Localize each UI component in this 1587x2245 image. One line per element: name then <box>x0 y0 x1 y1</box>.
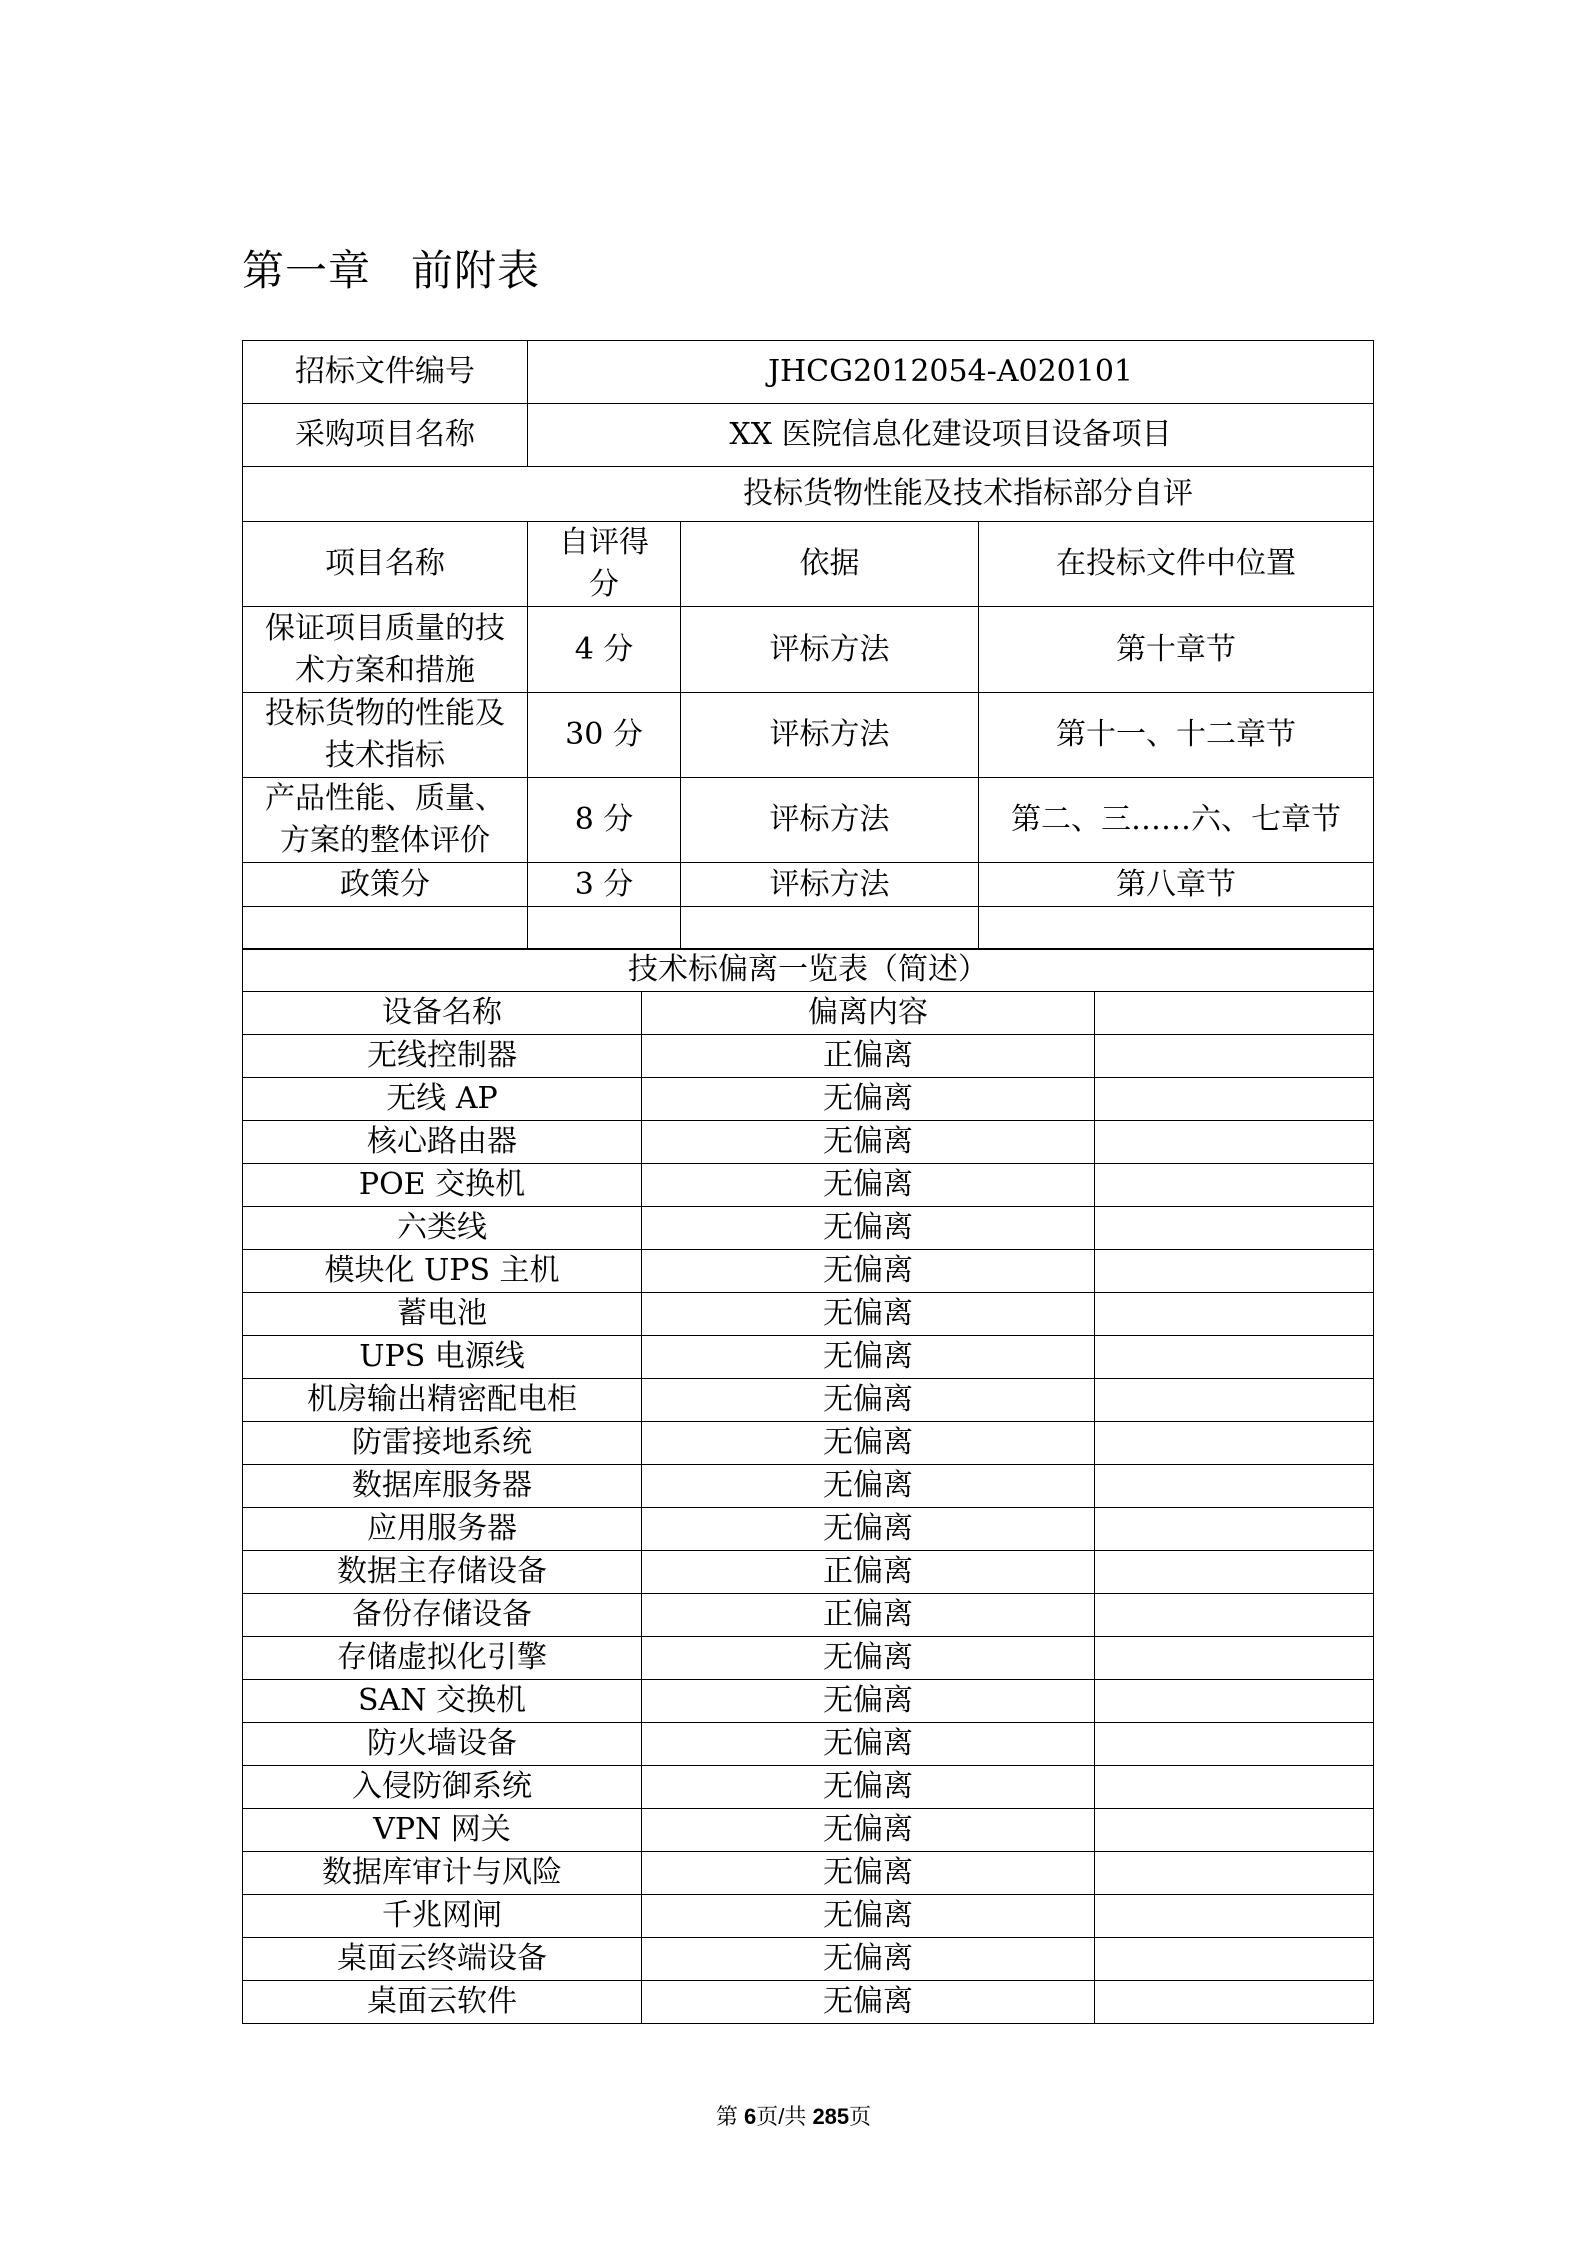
footer-text: 页/共 <box>756 2104 813 2129</box>
remark-cell <box>1095 1766 1374 1809</box>
remark-cell <box>1095 1422 1374 1465</box>
table-row <box>243 1035 1374 1078</box>
device-name: SAN 交换机 <box>243 1680 642 1723</box>
project-value: XX 医院信息化建设项目设备项目 <box>528 404 1374 467</box>
device-name: 数据库服务器 <box>243 1465 642 1508</box>
table-row <box>243 1508 1374 1551</box>
row-name: 投标货物的性能及技术指标 <box>243 693 528 778</box>
row-name: 产品性能、质量、方案的整体评价 <box>243 778 528 863</box>
remark-cell <box>1095 1078 1374 1121</box>
table-row <box>243 1594 1374 1637</box>
table-row <box>243 1938 1374 1981</box>
header-basis: 依据 <box>681 522 979 607</box>
table-row <box>243 467 1374 522</box>
empty-row <box>243 907 1374 950</box>
remark-cell <box>1095 1508 1374 1551</box>
remark-cell <box>1095 1379 1374 1422</box>
empty-cell <box>243 907 528 950</box>
device-name: 核心路由器 <box>243 1121 642 1164</box>
total-pages: 285 <box>812 2104 850 2129</box>
table-row <box>243 1852 1374 1895</box>
remark-cell <box>1095 1981 1374 2024</box>
row-location: 第十章节 <box>979 607 1374 693</box>
device-name: 入侵防御系统 <box>243 1766 642 1809</box>
deviation-content: 无偏离 <box>642 1379 1095 1422</box>
table-row <box>243 693 1374 778</box>
table-row <box>243 1207 1374 1250</box>
row-location: 第十一、十二章节 <box>979 693 1374 778</box>
device-name: 桌面云软件 <box>243 1981 642 2024</box>
remark-cell <box>1095 1637 1374 1680</box>
table-row <box>243 1379 1374 1422</box>
header-score: 自评得分 <box>528 522 681 607</box>
table-row <box>243 1809 1374 1852</box>
deviation-content: 无偏离 <box>642 1508 1095 1551</box>
table-row <box>243 1551 1374 1594</box>
deviation-content: 无偏离 <box>642 1465 1095 1508</box>
remark-cell <box>1095 1852 1374 1895</box>
header-deviation: 偏离内容 <box>642 992 1095 1035</box>
device-name: UPS 电源线 <box>243 1336 642 1379</box>
deviation-content: 正偏离 <box>642 1551 1095 1594</box>
deviation-content: 无偏离 <box>642 1809 1095 1852</box>
header-blank <box>1095 992 1374 1035</box>
deviation-content: 无偏离 <box>642 1680 1095 1723</box>
deviation-content: 无偏离 <box>642 1250 1095 1293</box>
device-name: 防雷接地系统 <box>243 1422 642 1465</box>
header-device: 设备名称 <box>243 992 642 1035</box>
deviation-content: 无偏离 <box>642 1981 1095 2024</box>
device-name: 桌面云终端设备 <box>243 1938 642 1981</box>
table-row <box>243 1981 1374 2024</box>
device-name: 数据主存储设备 <box>243 1551 642 1594</box>
empty-cell <box>681 907 979 950</box>
row-score: 4 分 <box>528 607 681 693</box>
device-name: 六类线 <box>243 1207 642 1250</box>
device-name: 无线 AP <box>243 1078 642 1121</box>
row-score: 3 分 <box>528 863 681 907</box>
deviation-content: 无偏离 <box>642 1078 1095 1121</box>
page-footer <box>0 2100 1587 2131</box>
device-name: 模块化 UPS 主机 <box>243 1250 642 1293</box>
table-row <box>243 1293 1374 1336</box>
row-name: 保证项目质量的技术方案和措施 <box>243 607 528 693</box>
row-score: 30 分 <box>528 693 681 778</box>
table-row <box>243 341 1374 404</box>
remark-cell <box>1095 1465 1374 1508</box>
table-row <box>243 1895 1374 1938</box>
table-row <box>243 1766 1374 1809</box>
device-name: 数据库审计与风险 <box>243 1852 642 1895</box>
deviation-content: 无偏离 <box>642 1121 1095 1164</box>
table-row <box>243 1078 1374 1121</box>
chapter-title <box>242 238 540 298</box>
remark-cell <box>1095 1938 1374 1981</box>
doc-no-label: 招标文件编号 <box>243 341 528 404</box>
remark-cell <box>1095 1723 1374 1766</box>
table-row <box>243 404 1374 467</box>
table-row <box>243 1637 1374 1680</box>
deviation-heading: 技术标偏离一览表（简述） <box>243 949 1374 992</box>
footer-text: 第 <box>715 2104 744 2129</box>
empty-cell <box>979 907 1374 950</box>
deviation-content: 无偏离 <box>642 1637 1095 1680</box>
remark-cell <box>1095 1121 1374 1164</box>
remark-cell <box>1095 1250 1374 1293</box>
deviation-content: 无偏离 <box>642 1293 1095 1336</box>
chapter-name: 前附表 <box>411 246 541 295</box>
footer-text: 页 <box>849 2104 872 2129</box>
header-name: 项目名称 <box>243 522 528 607</box>
remark-cell <box>1095 1551 1374 1594</box>
device-name: 蓄电池 <box>243 1293 642 1336</box>
device-name: 备份存储设备 <box>243 1594 642 1637</box>
table-row <box>243 1250 1374 1293</box>
table-row <box>243 863 1374 907</box>
device-name: 应用服务器 <box>243 1508 642 1551</box>
table-row <box>243 1422 1374 1465</box>
table-row <box>243 607 1374 693</box>
remark-cell <box>1095 1207 1374 1250</box>
row-basis: 评标方法 <box>681 778 979 863</box>
remark-cell <box>1095 1164 1374 1207</box>
row-basis: 评标方法 <box>681 863 979 907</box>
deviation-content: 无偏离 <box>642 1207 1095 1250</box>
table-row <box>243 1336 1374 1379</box>
table-row <box>243 1164 1374 1207</box>
device-name: 存储虚拟化引擎 <box>243 1637 642 1680</box>
row-name: 政策分 <box>243 863 528 907</box>
chapter-number: 第一章 <box>242 246 372 295</box>
device-name: 无线控制器 <box>243 1035 642 1078</box>
remark-cell <box>1095 1809 1374 1852</box>
remark-cell <box>1095 1680 1374 1723</box>
project-label: 采购项目名称 <box>243 404 528 467</box>
remark-cell <box>1095 1035 1374 1078</box>
device-name: POE 交换机 <box>243 1164 642 1207</box>
row-basis: 评标方法 <box>681 607 979 693</box>
remark-cell <box>1095 1336 1374 1379</box>
deviation-content: 正偏离 <box>642 1594 1095 1637</box>
device-name: 机房输出精密配电柜 <box>243 1379 642 1422</box>
row-basis: 评标方法 <box>681 693 979 778</box>
deviation-table <box>242 948 1374 2024</box>
row-score: 8 分 <box>528 778 681 863</box>
table-row <box>243 1680 1374 1723</box>
table-row <box>243 1121 1374 1164</box>
doc-no-value: JHCG2012054-A020101 <box>528 341 1374 404</box>
device-name: 防火墙设备 <box>243 1723 642 1766</box>
remark-cell <box>1095 1895 1374 1938</box>
table-row <box>243 949 1374 992</box>
deviation-content: 无偏离 <box>642 1852 1095 1895</box>
remark-cell <box>1095 1594 1374 1637</box>
row-location: 第二、三……六、七章节 <box>979 778 1374 863</box>
deviation-content: 无偏离 <box>642 1766 1095 1809</box>
empty-cell <box>528 907 681 950</box>
deviation-content: 无偏离 <box>642 1895 1095 1938</box>
row-location: 第八章节 <box>979 863 1374 907</box>
table-row <box>243 1465 1374 1508</box>
deviation-content: 无偏离 <box>642 1938 1095 1981</box>
page-number: 6 <box>743 2104 757 2129</box>
table-header-row <box>243 522 1374 607</box>
table-row <box>243 1723 1374 1766</box>
device-name: 千兆网闸 <box>243 1895 642 1938</box>
self-eval-table <box>242 340 1374 950</box>
deviation-content: 无偏离 <box>642 1723 1095 1766</box>
device-name: VPN 网关 <box>243 1809 642 1852</box>
self-eval-heading: 投标货物性能及技术指标部分自评 <box>243 467 1374 522</box>
table-row <box>243 778 1374 863</box>
table-header-row <box>243 992 1374 1035</box>
header-location: 在投标文件中位置 <box>979 522 1374 607</box>
deviation-content: 无偏离 <box>642 1164 1095 1207</box>
deviation-content: 无偏离 <box>642 1336 1095 1379</box>
deviation-content: 无偏离 <box>642 1422 1095 1465</box>
deviation-content: 正偏离 <box>642 1035 1095 1078</box>
remark-cell <box>1095 1293 1374 1336</box>
